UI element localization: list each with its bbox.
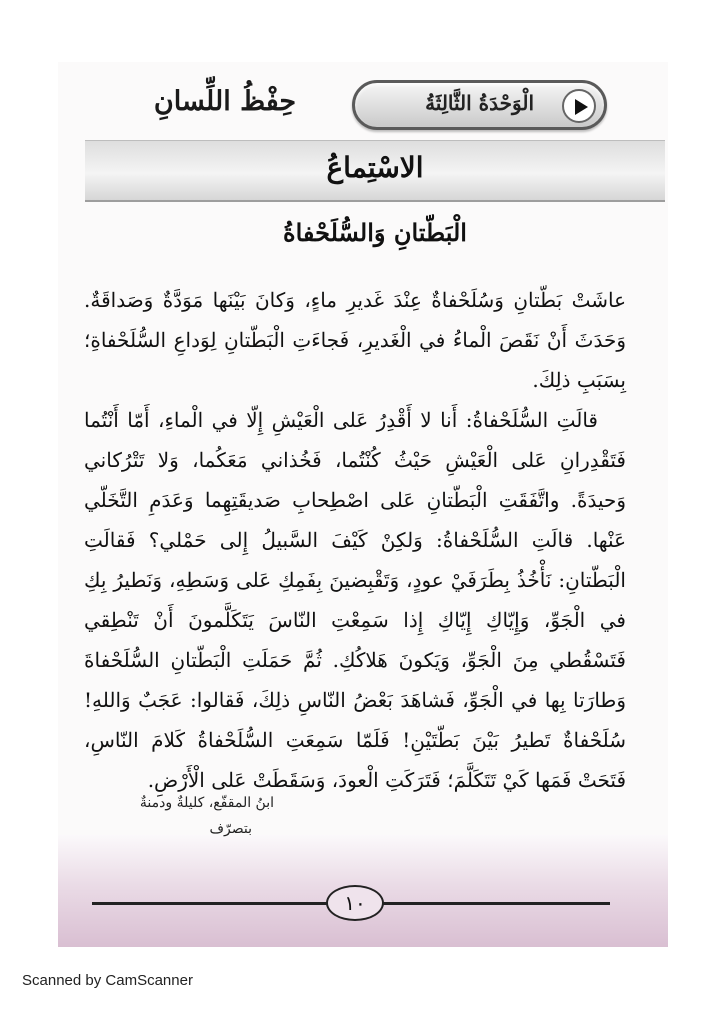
page-number: ١٠ — [326, 885, 384, 921]
lesson-title: حِفْظُ اللِّسانِ — [153, 86, 297, 117]
play-icon[interactable] — [562, 89, 596, 123]
scanner-watermark: Scanned by CamScanner — [22, 972, 193, 989]
section-title: الاسْتِماعُ — [326, 151, 424, 184]
story-text — [84, 280, 626, 800]
story-paragraph-1: عاشَتْ بَطّتانِ وَسُلَحْفاةٌ عِنْدَ غَديرِ ماءٍ، وَكانَ بَيْنَها مَوَدَّةٌ وَصَداقَةٌ. وَحَدَثَ أَنْ نَقَصَ الْماءُ في الْغَديرِ، فَجاءَتِ الْبَطّتانِ لِوَداعِ السُّلَحْفاةِ؛ بِسَبَبِ ذلِكَ. — [84, 288, 626, 392]
unit-badge — [352, 80, 607, 130]
source-citation — [104, 790, 274, 842]
story-title: الْبَطّتانِ وَالسُّلَحْفاةُ — [283, 218, 467, 247]
source-book: ابنُ المقفّع، كليلةٌ ودمنةٌ — [139, 795, 274, 811]
story-paragraph-2: قالَتِ السُّلَحْفاةُ: أَنا لا أَقْدِرُ عَلى الْعَيْشِ إِلّا في الْماءِ، أَمّا أَنْتُما فَتَقْدِرانِ عَلى الْعَيْشِ حَيْثُ كُنْتُما، فَخُذاني مَعَكُما، وَلا تَتْرُكاني وَحيدَةً. واتَّفَقَتِ الْبَطّتانِ عَلى اصْطِحابِ صَديقَتِهِما وَعَدَمِ التَّخَلّي عَنْها. قالَتِ السُّلَحْفاةُ: وَلكِنْ كَيْفَ السَّبيلُ إِلى حَمْلي؟ فَقالَتِ الْبَطّتانِ: نَأْخُذُ بِطَرَفَيْ عودٍ، وَتَقْبِضينَ بِفَمِكِ عَلى وَسَطِهِ، وَنَطيرُ بِكِ في الْجَوِّ، وَإِيّاكِ إِيّاكِ إِذا سَمِعْتِ النّاسَ يَتَكَلَّمونَ أَنْ تَنْطِقي فَتَسْقُطي مِنَ الْجَوِّ، وَيَكونَ هَلاكُكِ. ثُمَّ حَمَلَتِ الْبَطّتانِ السُّلَحْفاةَ وَطارَتا بِها في الْجَوِّ، فَشاهَدَ بَعْضُ النّاسِ ذلِكَ، فَقالوا: عَجَبٌ وَاللهِ! سُلَحْفاةٌ تَطيرُ بَيْنَ بَطّتَيْنِ! فَلَمّا سَمِعَتِ السُّلَحْفاةُ كَلامَ النّاسِ، فَتَحَتْ فَمَها كَيْ تَتَكَلَّمَ؛ فَتَرَكَتِ الْعودَ، وَسَقَطَتْ عَلى الْأَرْضِ. — [84, 408, 626, 792]
source-note: بتصرّف — [209, 821, 252, 837]
unit-label: الْوَحْدَةُ الثَّالِثَةُ — [425, 91, 534, 115]
section-banner — [85, 140, 665, 202]
